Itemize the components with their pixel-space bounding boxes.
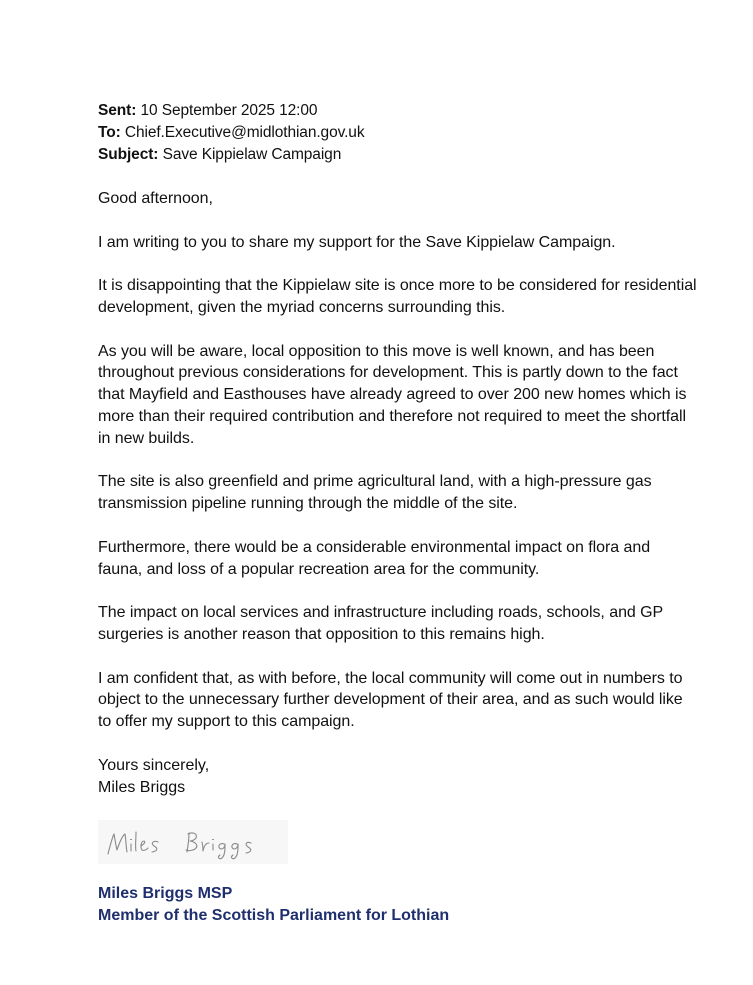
signature-block (98, 883, 449, 927)
paragraph-4: The site is also greenfield and prime agricultural land, with a high-pressure gas transmission pipeline running through the middle of the site. (98, 473, 652, 513)
signature-drawing (98, 820, 288, 864)
paragraph-1: I am writing to you to share my support for the Save Kippielaw Campaign. (98, 233, 616, 251)
to-value: Chief.Executive@midlothian.gov.uk (124, 124, 365, 141)
paragraph-6: The impact on local services and infrastructure including roads, schools, and GP surgeries is another reason that opposition to this remains high. (98, 604, 663, 643)
signer-name: Miles Briggs (98, 778, 186, 796)
paragraph-5: Furthermore, there would be a considerable environmental impact on flora and fauna, and loss of a popular recreation area for the community. (98, 538, 651, 578)
paragraph-2: It is disappointing that the Kippielaw site is once more to be considered for residential development, given the myriad concerns surrounding this. (98, 277, 697, 316)
signature-title: Member of the Scottish Parliament for Lothian (98, 907, 450, 924)
greeting: Good afternoon, (98, 190, 213, 207)
sent-label: Sent: (98, 102, 137, 119)
to-label: To: (98, 124, 121, 141)
sign-off: Yours sincerely, (98, 756, 210, 774)
subject-value: Save Kippielaw Campaign (162, 146, 342, 163)
sent-value: 10 September 2025 12:00 (140, 102, 318, 119)
sent-line (98, 100, 698, 122)
letter (98, 100, 698, 798)
subject-label: Subject: (98, 146, 159, 163)
paragraph-7: I am confident that, as with before, the local community will come out in numbers to object to the unnecessary further development of their area, and as such would like to offer my support to this campaign. (98, 669, 683, 731)
signature-name: Miles Briggs MSP (98, 885, 233, 902)
email-header (98, 100, 698, 166)
to-line (98, 122, 698, 144)
subject-line (98, 144, 698, 166)
paragraph-3: As you will be aware, local opposition to this move is well known, and has been throughout previous considerations for development. This is partly down to the fact that Mayfield and Easthouses have already agreed to over 200 new homes which is more than their required contribution and therefore not required to meet the shortfall in new builds. (98, 342, 687, 447)
handwritten-signature (98, 820, 288, 864)
